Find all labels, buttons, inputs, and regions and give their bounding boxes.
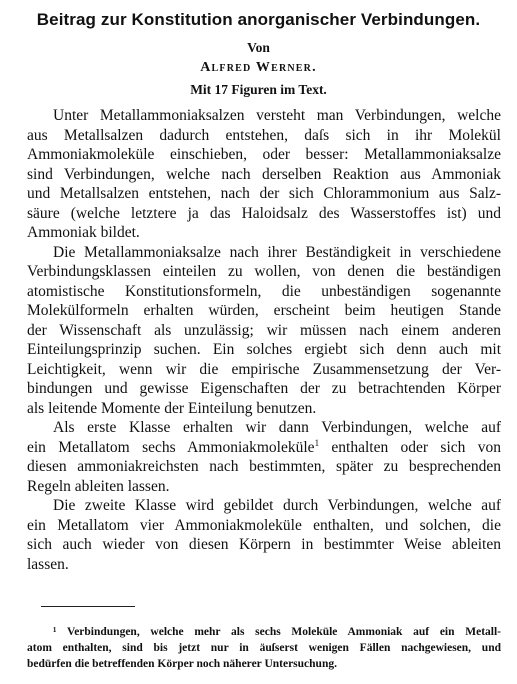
- text-line: Die zweite Klasse wird gebildet durch Verbindungen, welche auf: [53, 497, 501, 514]
- byline-von: Von: [247, 40, 270, 55]
- text-line: Ammoniak bildet.: [27, 224, 140, 241]
- text-line: Die Metallammoniaksalze nach ihrer Beständigkeit in verschiedene: [53, 243, 501, 261]
- text-segment: ein Metallatom sechs Ammoniakmoleküle: [27, 438, 315, 456]
- text-line: der Wissenschaft als unzulässig; wir müssen nach einem anderen: [27, 321, 501, 339]
- figures-note: Mit 17 Figuren im Text.: [190, 82, 327, 97]
- text-line: sich auch wieder von diesen Körpern in bestimmter Weise ableiten: [27, 536, 501, 553]
- text-line: säure (welche letztere ja das Haloidsalz des Wasserstoffes ist) und: [27, 204, 501, 222]
- text-line: Regeln ableiten lassen.: [27, 477, 170, 495]
- text-line: Einteilungsprinzip suchen. Ein solches ergiebt sich denn auch mit: [27, 341, 501, 358]
- footnote: [27, 624, 501, 672]
- footnote-reference[interactable]: 1: [314, 437, 320, 448]
- text-line: bindungen und gewisse Eigenschaften der zu betrachtenden Körper: [27, 380, 501, 397]
- text-segment: enthalten oder sich von: [319, 438, 501, 456]
- footnote-divider: [41, 606, 135, 607]
- text-line: Molekülformeln erhalten würden, erscheint beim heutigen Stande: [27, 302, 501, 319]
- article-title: Beitrag zur Konstitution anorganischer Verbindungen.: [36, 10, 481, 29]
- text-line: ein Metallatom vier Ammoniakmoleküle enthalten, und solchen, die: [27, 516, 501, 534]
- text-line: Als erste Klasse erhalten wir dann Verbindungen, welche auf: [53, 419, 501, 436]
- text-line: Verbindungsklassen einteilen zu wollen, von denen die beständigen: [27, 263, 501, 280]
- author-name: Alfred Werner.: [200, 60, 317, 75]
- footnote-line: ¹ Verbindungen, welche mehr als sechs Moleküle Ammoniak auf ein Metall-: [53, 626, 501, 638]
- text-line: aus Metallsalzen dadurch entstehen, daſs sich in ihr Molekül: [27, 126, 501, 144]
- footnote-line: atom enthalten, sind bis jetzt nur in äuſserst wenigen Fällen nachgewiesen, und: [27, 642, 501, 654]
- text-line: und Metallsalzen entstehen, nach der sich Chlorammonium aus Salz-: [27, 185, 501, 202]
- text-line: sind Verbindungen, welche nach derselben Reaktion aus Ammoniak: [27, 165, 501, 183]
- text-line: Leichtigkeit, wenn wir die empirische Zusammensetzung der Ver-: [27, 360, 501, 378]
- text-line: als leitende Momente der Einteilung benutzen.: [27, 399, 317, 417]
- text-line: atomistische Konstitutionsformeln, die unbeständigen sogenannte: [27, 282, 501, 300]
- text-line: Unter Metallammoniaksalzen versteht man Verbindungen, welche: [53, 107, 501, 124]
- footnote-line: bedürfen die betreffenden Körper noch näherer Untersuchung.: [27, 658, 337, 670]
- text-line: Ammoniakmoleküle einschieben, oder besser: Metallammoniaksalze: [27, 146, 501, 163]
- text-line: diesen ammoniakreichsten nach bestimmten, später zu besprechenden: [27, 458, 501, 475]
- text-line-with-footnote: [27, 438, 501, 458]
- body-text: [27, 106, 501, 574]
- text-line: lassen.: [27, 555, 69, 573]
